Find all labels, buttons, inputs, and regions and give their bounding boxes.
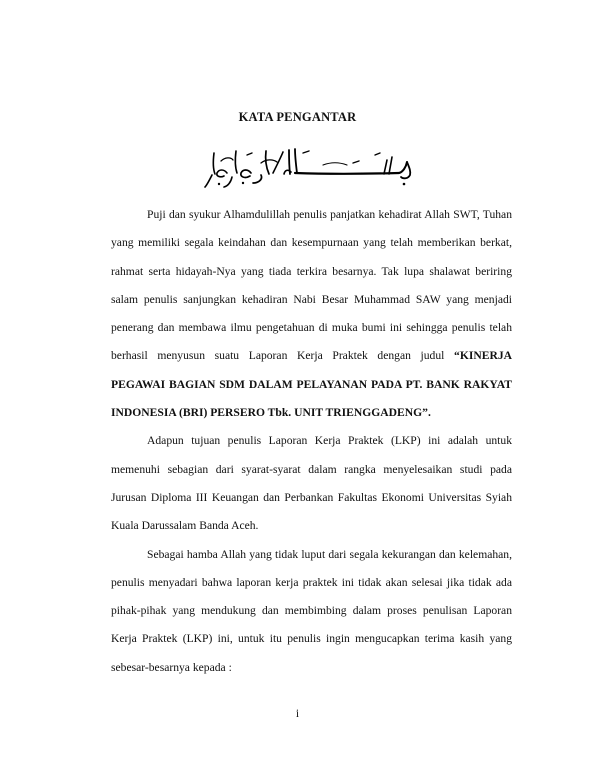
page-number: i bbox=[295, 708, 300, 720]
report-title-bold: “KINERJA PEGAWAI BAGIAN SDM DALAM PELAYANAN PADA PT. BANK RAKYAT INDONESIA (BRI) PERSERO Tbk. UNIT TRIENGGADENG”. bbox=[111, 349, 512, 420]
basmalah-calligraphy bbox=[203, 143, 415, 193]
page-title: KATA PENGANTAR bbox=[238, 110, 357, 124]
paragraph-2: Adapun tujuan penulis Laporan Kerja Praktek (LKP) ini adalah untuk memenuhi sebagian dari syarat-syarat dalam rangka menyelesaikan studi pada Jurusan Diploma III Keuangan dan Perbankan Fakultas Ekonomi Universitas Syiah Kuala Darussalam Banda Aceh. bbox=[111, 434, 512, 533]
paragraph-1 bbox=[111, 201, 512, 427]
paragraph-3: Sebagai hamba Allah yang tidak luput dari segala kekurangan dan kelemahan, penulis menyadari bahwa laporan kerja praktek ini tidak akan selesai jika tidak ada pihak-pihak yang mendukung dan membimbing dalam proses penulisan Laporan Kerja Praktek (LKP) ini, untuk itu penulis ingin mengucapkan terima kasih yang sebesar-besarnya kepada : bbox=[111, 547, 512, 674]
paragraph-1-text: Puji dan syukur Alhamdulillah penulis panjatkan kehadirat Allah SWT, Tuhan yang memiliki segala keindahan dan kesempurnaan yang telah memberikan berkat, rahmat serta hidayah-Nya yang tiada terkira besarnya. Tak lupa shalawat beriring salam penulis sanjungkan kehadiran Nabi Besar Muhammad SAW yang menjadi penerang dan membawa ilmu pengetahuan di muka bumi ini sehingga penulis telah berhasil menyusun suatu Laporan Kerja Praktek dengan judul bbox=[111, 208, 512, 363]
body-text bbox=[111, 201, 512, 682]
